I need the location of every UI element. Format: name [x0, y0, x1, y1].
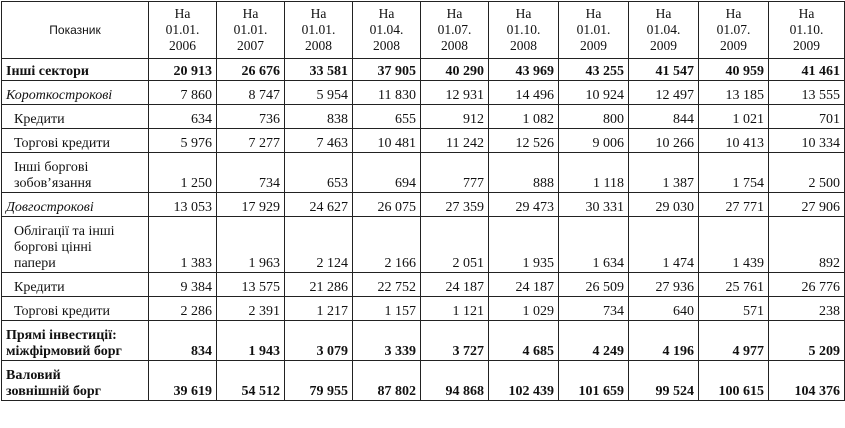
value-cell: 734 [217, 153, 285, 193]
date-column-header [421, 2, 489, 59]
row-label-line: Облігації та інші [14, 224, 115, 239]
date-header-date: 01.01. [233, 22, 268, 37]
value-cell: 27 359 [421, 193, 489, 217]
value-cell: 12 497 [629, 81, 699, 105]
table-body [2, 59, 845, 401]
value-cell: 1 383 [149, 217, 217, 273]
date-header-prefix: На [585, 6, 602, 21]
date-header-date: 01.01. [301, 22, 336, 37]
row-label-line: боргові цінні [14, 240, 92, 255]
value-cell: 5 954 [285, 81, 353, 105]
value-cell: 41 547 [629, 59, 699, 81]
value-cell: 25 761 [699, 273, 769, 297]
row-label [2, 361, 149, 401]
value-cell: 701 [769, 105, 845, 129]
value-cell: 27 936 [629, 273, 699, 297]
value-cell: 2 124 [285, 217, 353, 273]
date-header-prefix: На [174, 6, 191, 21]
table-row-bonds-securities [2, 217, 845, 273]
row-label-line: Прямі інвестиції: [6, 328, 117, 343]
value-cell: 102 439 [489, 361, 559, 401]
row-label-line: Торгові кредити [14, 136, 110, 151]
value-cell: 10 266 [629, 129, 699, 153]
value-cell: 9 006 [559, 129, 629, 153]
date-header-year: 2008 [441, 38, 468, 53]
value-cell: 26 776 [769, 273, 845, 297]
row-label-line: папери [14, 256, 56, 271]
date-column-header [629, 2, 699, 59]
table-row-other-debt-obligations [2, 153, 845, 193]
table-row-long-term [2, 193, 845, 217]
value-cell: 17 929 [217, 193, 285, 217]
date-header-year: 2008 [305, 38, 332, 53]
value-cell: 634 [149, 105, 217, 129]
row-label-line: зобов’язання [14, 176, 92, 191]
date-header-prefix: На [242, 6, 259, 21]
date-header-year: 2009 [793, 38, 820, 53]
table-row-short-term-loans [2, 105, 845, 129]
value-cell: 3 339 [353, 321, 421, 361]
row-label-line: Довгострокові [6, 200, 94, 215]
value-cell: 29 473 [489, 193, 559, 217]
value-cell: 912 [421, 105, 489, 129]
date-header-year: 2009 [650, 38, 677, 53]
value-cell: 40 290 [421, 59, 489, 81]
table-row-short-term-trade-credits [2, 129, 845, 153]
date-header-year: 2008 [373, 38, 400, 53]
value-cell: 13 555 [769, 81, 845, 105]
row-label [2, 105, 149, 129]
value-cell: 10 334 [769, 129, 845, 153]
value-cell: 2 500 [769, 153, 845, 193]
external-debt-table [1, 1, 845, 401]
value-cell: 1 963 [217, 217, 285, 273]
value-cell: 838 [285, 105, 353, 129]
value-cell: 101 659 [559, 361, 629, 401]
value-cell: 99 524 [629, 361, 699, 401]
table-row-short-term [2, 81, 845, 105]
date-header-prefix: На [725, 6, 742, 21]
row-label [2, 217, 149, 273]
value-cell: 1 082 [489, 105, 559, 129]
value-cell: 1 118 [559, 153, 629, 193]
date-header-prefix: На [310, 6, 327, 21]
row-label [2, 321, 149, 361]
row-label-line: Кредити [14, 112, 65, 127]
value-cell: 1 634 [559, 217, 629, 273]
value-cell: 734 [559, 297, 629, 321]
date-column-header [285, 2, 353, 59]
row-label [2, 273, 149, 297]
value-cell: 26 676 [217, 59, 285, 81]
value-cell: 892 [769, 217, 845, 273]
value-cell: 2 391 [217, 297, 285, 321]
value-cell: 655 [353, 105, 421, 129]
value-cell: 5 976 [149, 129, 217, 153]
value-cell: 14 496 [489, 81, 559, 105]
table-row-other-sectors [2, 59, 845, 81]
date-header-year: 2009 [580, 38, 607, 53]
row-label [2, 59, 149, 81]
value-cell: 1 943 [217, 321, 285, 361]
date-header-prefix: На [515, 6, 532, 21]
date-header-date: 01.07. [716, 22, 751, 37]
row-label [2, 81, 149, 105]
value-cell: 1 439 [699, 217, 769, 273]
date-header-date: 01.10. [789, 22, 824, 37]
value-cell: 888 [489, 153, 559, 193]
value-cell: 39 619 [149, 361, 217, 401]
value-cell: 22 752 [353, 273, 421, 297]
value-cell: 12 931 [421, 81, 489, 105]
row-label [2, 297, 149, 321]
label-column-header: Показник [2, 2, 149, 59]
value-cell: 40 959 [699, 59, 769, 81]
value-cell: 94 868 [421, 361, 489, 401]
value-cell: 1 029 [489, 297, 559, 321]
value-cell: 24 187 [489, 273, 559, 297]
date-header-date: 01.01. [165, 22, 200, 37]
value-cell: 43 969 [489, 59, 559, 81]
date-header-year: 2006 [169, 38, 196, 53]
value-cell: 10 413 [699, 129, 769, 153]
value-cell: 1 021 [699, 105, 769, 129]
value-cell: 27 906 [769, 193, 845, 217]
date-header-date: 01.04. [369, 22, 404, 37]
value-cell: 11 830 [353, 81, 421, 105]
value-cell: 1 157 [353, 297, 421, 321]
date-column-header [699, 2, 769, 59]
value-cell: 1 387 [629, 153, 699, 193]
value-cell: 11 242 [421, 129, 489, 153]
value-cell: 29 030 [629, 193, 699, 217]
value-cell: 3 079 [285, 321, 353, 361]
value-cell: 13 575 [217, 273, 285, 297]
row-label-line: Короткострокові [6, 88, 113, 103]
value-cell: 100 615 [699, 361, 769, 401]
value-cell: 54 512 [217, 361, 285, 401]
date-header-prefix: На [655, 6, 672, 21]
value-cell: 13 053 [149, 193, 217, 217]
value-cell: 12 526 [489, 129, 559, 153]
value-cell: 21 286 [285, 273, 353, 297]
value-cell: 37 905 [353, 59, 421, 81]
value-cell: 79 955 [285, 361, 353, 401]
value-cell: 7 463 [285, 129, 353, 153]
row-label [2, 129, 149, 153]
value-cell: 2 286 [149, 297, 217, 321]
value-cell: 20 913 [149, 59, 217, 81]
date-header-date: 01.10. [506, 22, 541, 37]
value-cell: 694 [353, 153, 421, 193]
value-cell: 7 277 [217, 129, 285, 153]
value-cell: 41 461 [769, 59, 845, 81]
value-cell: 43 255 [559, 59, 629, 81]
value-cell: 9 384 [149, 273, 217, 297]
value-cell: 1 250 [149, 153, 217, 193]
row-label-line: Торгові кредити [14, 304, 110, 319]
date-column-header [489, 2, 559, 59]
date-header-prefix: На [798, 6, 815, 21]
row-label [2, 193, 149, 217]
value-cell: 736 [217, 105, 285, 129]
value-cell: 1 217 [285, 297, 353, 321]
value-cell: 26 509 [559, 273, 629, 297]
value-cell: 30 331 [559, 193, 629, 217]
row-label-line: Інші боргові [14, 160, 89, 175]
value-cell: 26 075 [353, 193, 421, 217]
row-label-line: Інші сектори [6, 64, 89, 79]
date-column-header [149, 2, 217, 59]
value-cell: 33 581 [285, 59, 353, 81]
value-cell: 1 935 [489, 217, 559, 273]
value-cell: 640 [629, 297, 699, 321]
value-cell: 1 121 [421, 297, 489, 321]
value-cell: 2 051 [421, 217, 489, 273]
value-cell: 1 474 [629, 217, 699, 273]
value-cell: 13 185 [699, 81, 769, 105]
row-label-line: Валовий [6, 368, 61, 383]
value-cell: 4 977 [699, 321, 769, 361]
value-cell: 571 [699, 297, 769, 321]
value-cell: 238 [769, 297, 845, 321]
value-cell: 7 860 [149, 81, 217, 105]
value-cell: 1 754 [699, 153, 769, 193]
value-cell: 87 802 [353, 361, 421, 401]
table-row-gross-external-debt [2, 361, 845, 401]
date-column-header [353, 2, 421, 59]
value-cell: 8 747 [217, 81, 285, 105]
value-cell: 4 685 [489, 321, 559, 361]
table-row-long-term-loans [2, 273, 845, 297]
table-header-row [2, 2, 845, 59]
value-cell: 653 [285, 153, 353, 193]
value-cell: 10 924 [559, 81, 629, 105]
row-label [2, 153, 149, 193]
value-cell: 24 627 [285, 193, 353, 217]
date-column-header [559, 2, 629, 59]
row-label-line: міжфірмовий борг [6, 344, 122, 359]
value-cell: 24 187 [421, 273, 489, 297]
date-column-header [769, 2, 845, 59]
date-header-year: 2008 [510, 38, 537, 53]
value-cell: 800 [559, 105, 629, 129]
value-cell: 2 166 [353, 217, 421, 273]
date-header-year: 2007 [237, 38, 264, 53]
date-header-date: 01.07. [437, 22, 472, 37]
value-cell: 834 [149, 321, 217, 361]
value-cell: 4 196 [629, 321, 699, 361]
value-cell: 777 [421, 153, 489, 193]
value-cell: 5 209 [769, 321, 845, 361]
row-label-line: зовнішній борг [6, 384, 102, 399]
value-cell: 844 [629, 105, 699, 129]
value-cell: 27 771 [699, 193, 769, 217]
date-header-prefix: На [446, 6, 463, 21]
table-row-direct-investment [2, 321, 845, 361]
date-column-header [217, 2, 285, 59]
value-cell: 104 376 [769, 361, 845, 401]
value-cell: 10 481 [353, 129, 421, 153]
table-row-long-term-trade-credits [2, 297, 845, 321]
date-header-prefix: На [378, 6, 395, 21]
date-header-date: 01.04. [646, 22, 681, 37]
value-cell: 4 249 [559, 321, 629, 361]
value-cell: 3 727 [421, 321, 489, 361]
row-label-line: Кредити [14, 280, 65, 295]
date-header-date: 01.01. [576, 22, 611, 37]
date-header-year: 2009 [720, 38, 747, 53]
